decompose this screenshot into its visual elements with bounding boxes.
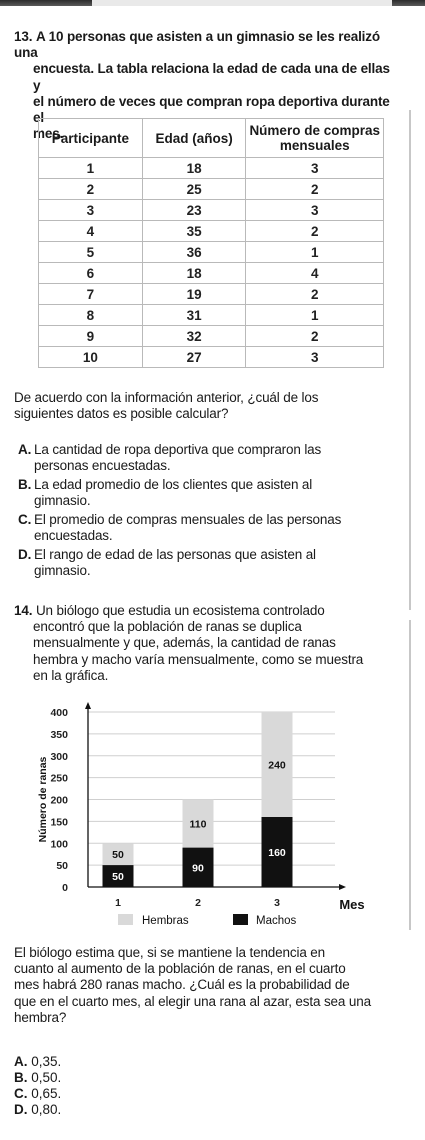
cell-edad: 31: [142, 305, 246, 326]
cell-participante: 5: [39, 242, 143, 263]
option-text: gimnasio.: [34, 563, 91, 579]
cell-compras: 2: [246, 221, 384, 242]
y-tick-label: 250: [50, 772, 68, 785]
chart-svg: [30, 700, 370, 940]
q13-stem-line-4: mes.: [33, 126, 64, 142]
cell-participante: 7: [39, 284, 143, 305]
cell-edad: 18: [142, 158, 246, 179]
x-tick-label: 2: [195, 897, 201, 909]
data-label-hembras: 50: [112, 849, 124, 862]
header-edad: Edad (años): [142, 119, 246, 158]
answer-text: 0,35.: [31, 1054, 62, 1069]
data-label-hembras: 110: [189, 818, 207, 831]
table-header-row: [39, 119, 384, 158]
q13-question: [14, 390, 392, 422]
cell-participante: 6: [39, 263, 143, 284]
q13-option-c[interactable]: [18, 512, 390, 544]
legend-swatch-hembras: [118, 914, 133, 925]
q14-stem: [14, 603, 392, 684]
cell-compras: 3: [246, 200, 384, 221]
q13-stem-line-3: el número de veces que compran ropa deportiva durante el: [33, 93, 390, 126]
table-row: [39, 179, 384, 200]
q14-stem-line-4: hembra y macho varía mensualmente, como se muestra: [33, 651, 364, 667]
answer-letter: B.: [14, 1070, 28, 1085]
answer-letter: C.: [14, 1086, 28, 1101]
x-tick-label: 3: [274, 897, 280, 909]
cell-compras: 3: [246, 347, 384, 368]
cell-compras: 1: [246, 305, 384, 326]
y-tick-label: 400: [50, 707, 68, 719]
q14-question: [14, 945, 392, 1026]
option-letter: C.: [18, 512, 32, 527]
x-tick-label: 1: [115, 897, 121, 909]
x-axis-arrow: [339, 884, 346, 890]
answer-text: 0,65.: [31, 1086, 62, 1101]
page-margin-line: [409, 110, 411, 610]
q14-answer-b[interactable]: [14, 1070, 61, 1086]
q13-question-line-2: siguientes datos es posible calcular?: [14, 406, 229, 422]
q14-question-line-2: cuanto al aumento de la población de ranas, en el cuarto: [14, 961, 346, 977]
option-text: personas encuestadas.: [34, 458, 171, 474]
q14-answer-a[interactable]: [14, 1054, 61, 1070]
cell-edad: 23: [142, 200, 246, 221]
q14-answer-d[interactable]: [14, 1102, 61, 1118]
q13-option-a[interactable]: [18, 442, 390, 474]
y-axis-label: Número de ranas: [37, 756, 49, 843]
option-letter: B.: [18, 477, 32, 492]
purchases-table: [38, 118, 384, 368]
cell-edad: 19: [142, 284, 246, 305]
y-tick-label: 300: [50, 750, 68, 763]
option-text: El promedio de compras mensuales de las personas: [34, 512, 342, 527]
option-letter: A.: [18, 442, 32, 457]
data-label-machos: 90: [192, 862, 204, 875]
cell-participante: 10: [39, 347, 143, 368]
cell-participante: 9: [39, 326, 143, 347]
q14-question-line-5: hembra?: [14, 1009, 67, 1025]
q14-question-line-1: El biólogo estima que, si se mantiene la tendencia en: [14, 945, 326, 960]
q13-number: 13.: [14, 29, 33, 44]
q14-stem-line-5: en la gráfica.: [33, 667, 109, 683]
legend-label-machos: Machos: [256, 915, 297, 927]
data-label-hembras: 240: [268, 759, 286, 772]
cell-edad: 25: [142, 179, 246, 200]
cell-edad: 18: [142, 263, 246, 284]
cell-edad: 27: [142, 347, 246, 368]
y-tick-label: 350: [50, 728, 68, 741]
cell-compras: 2: [246, 179, 384, 200]
q14-stem-line-3: mensualmente y que, además, la cantidad de ranas: [33, 635, 336, 651]
q14-question-line-4: que en el cuarto mes, al elegir una rana al azar, esta sea una: [14, 993, 371, 1009]
y-tick-label: 150: [50, 816, 68, 829]
q14-stem-line-1: Un biólogo que estudia un ecosistema controlado: [35, 603, 325, 618]
table-row: [39, 200, 384, 221]
y-tick-label: 200: [50, 794, 68, 807]
table-row: [39, 284, 384, 305]
cell-compras: 2: [246, 326, 384, 347]
cell-participante: 3: [39, 200, 143, 221]
option-text: encuestadas.: [34, 528, 113, 544]
y-tick-label: 50: [56, 860, 68, 873]
cell-compras: 1: [246, 242, 384, 263]
frog-population-chart: [30, 700, 370, 940]
cell-participante: 2: [39, 179, 143, 200]
q14-answer-c[interactable]: [14, 1086, 61, 1102]
cell-participante: 1: [39, 158, 143, 179]
cell-compras: 2: [246, 284, 384, 305]
data-label-machos: 50: [112, 871, 124, 884]
table-row: [39, 305, 384, 326]
q14-stem-line-2: encontró que la población de ranas se duplica: [33, 619, 302, 635]
q14-number: 14.: [14, 603, 33, 618]
y-tick-label: 0: [62, 882, 68, 894]
q13-stem-line-2: encuesta. La tabla relaciona la edad de cada una de ellas y: [33, 61, 390, 93]
table-row: [39, 242, 384, 263]
option-letter: D.: [18, 547, 32, 562]
table-row: [39, 263, 384, 284]
answer-letter: A.: [14, 1054, 28, 1069]
header-participante: Participante: [39, 119, 143, 158]
y-tick-label: 100: [50, 838, 68, 851]
data-label-machos: 160: [268, 847, 286, 859]
table-row: [39, 221, 384, 242]
cell-edad: 35: [142, 221, 246, 242]
table-row: [39, 326, 384, 347]
answer-text: 0,80.: [31, 1102, 62, 1117]
x-axis-label: Mes: [339, 897, 365, 912]
cell-participante: 4: [39, 221, 143, 242]
table-row: [39, 347, 384, 368]
page-margin-line: [409, 620, 411, 930]
q13-option-d[interactable]: [18, 547, 390, 579]
header-compras: Número de compras mensuales: [246, 119, 384, 158]
cell-participante: 8: [39, 305, 143, 326]
option-text: gimnasio.: [34, 493, 91, 509]
table-body: [39, 158, 384, 368]
page-top-edge: [0, 0, 425, 8]
q14-question-line-3: mes habrá 280 ranas macho. ¿Cuál es la probabilidad de: [14, 977, 350, 993]
q13-stem-line-1: A 10 personas que asisten a un gimnasio se les realizó una: [14, 29, 380, 61]
option-text: La cantidad de ropa deportiva que compraron las: [34, 442, 322, 457]
answer-text: 0,50.: [31, 1070, 62, 1085]
legend-label-hembras: Hembras: [142, 915, 189, 927]
cell-compras: 4: [246, 263, 384, 284]
q13-option-b[interactable]: [18, 477, 390, 509]
y-axis-arrow: [85, 702, 91, 709]
option-text: La edad promedio de los clientes que asisten al: [34, 477, 313, 492]
table-row: [39, 158, 384, 179]
cell-compras: 3: [246, 158, 384, 179]
answer-letter: D.: [14, 1102, 28, 1117]
cell-edad: 32: [142, 326, 246, 347]
option-text: El rango de edad de las personas que asisten al: [34, 547, 316, 562]
cell-edad: 36: [142, 242, 246, 263]
legend-swatch-machos: [233, 914, 248, 925]
q13-question-line-1: De acuerdo con la información anterior, ¿cuál de los: [14, 390, 319, 405]
